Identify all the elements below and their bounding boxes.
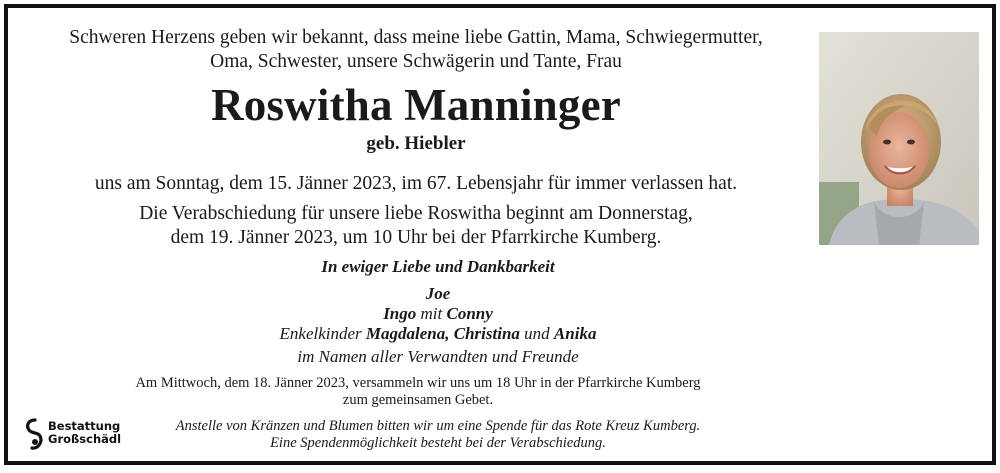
grandchildren-names: Magdalena, Christina [365,324,520,343]
prayer-block [88,375,748,409]
portrait-photo [819,32,979,245]
donation-line-1: Anstelle von Kränzen und Blumen bitten wir um eine Spende für das Rote Kreuz Kumberg. [175,418,701,434]
farewell-line-2: dem 19. Jänner 2023, um 10 Uhr bei der Pfarrkirche Kumberg. [170,227,662,248]
prayer-line-1: Am Mittwoch, dem 18. Jänner 2023, versammeln wir uns um 18 Uhr in der Pfarrkirche Kumberg [135,375,701,391]
mourner-grandchildren [128,324,748,344]
death-date-line: uns am Sonntag, dem 15. Jänner 2023, im 67. Lebensjahr für immer verlassen hat. [94,173,738,194]
grandchild-name: Anika [553,324,597,343]
deceased-name: Roswitha Manninger [211,80,621,130]
intro-line-1: Schweren Herzens geben wir bekannt, dass meine liebe Gattin, Mama, Schwiegermutter, [69,27,763,48]
partner-name: Conny [446,304,493,323]
logo-line-2: Großschädl [48,432,122,446]
donation-block [138,418,738,452]
husband-name: Joe [425,284,451,303]
dedication: In ewiger Liebe und Dankbarkeit [321,257,555,276]
notice-text [16,26,816,250]
and-word: und [524,324,550,343]
logo-line-1: Bestattung [48,419,121,433]
portrait-illustration [819,32,979,245]
funeral-home-logo [24,418,134,458]
prayer-line-2: zum gemeinsamen Gebet. [342,392,494,408]
farewell-line-1: Die Verabschiedung für unsere liebe Roswitha beginnt am Donnerstag, [139,203,693,224]
son-name: Ingo [383,304,417,323]
intro-line-2: Oma, Schwester, unsere Schwägerin und Tante, Frau [210,51,622,72]
obituary-notice [4,4,996,465]
grandchildren-prefix: Enkelkinder [279,324,362,343]
mourners-block [128,256,748,368]
logo-text [48,420,121,446]
relatives-line: im Namen aller Verwandten und Freunde [297,347,579,366]
donation-line-2: Eine Spendenmöglichkeit besteht bei der Verabschiedung. [270,435,606,451]
mourner-husband [128,284,748,304]
bestattung-logo-icon [24,418,46,452]
maiden-name: geb. Hiebler [366,133,466,154]
mourner-son [128,304,748,324]
with-word: mit [420,304,443,323]
